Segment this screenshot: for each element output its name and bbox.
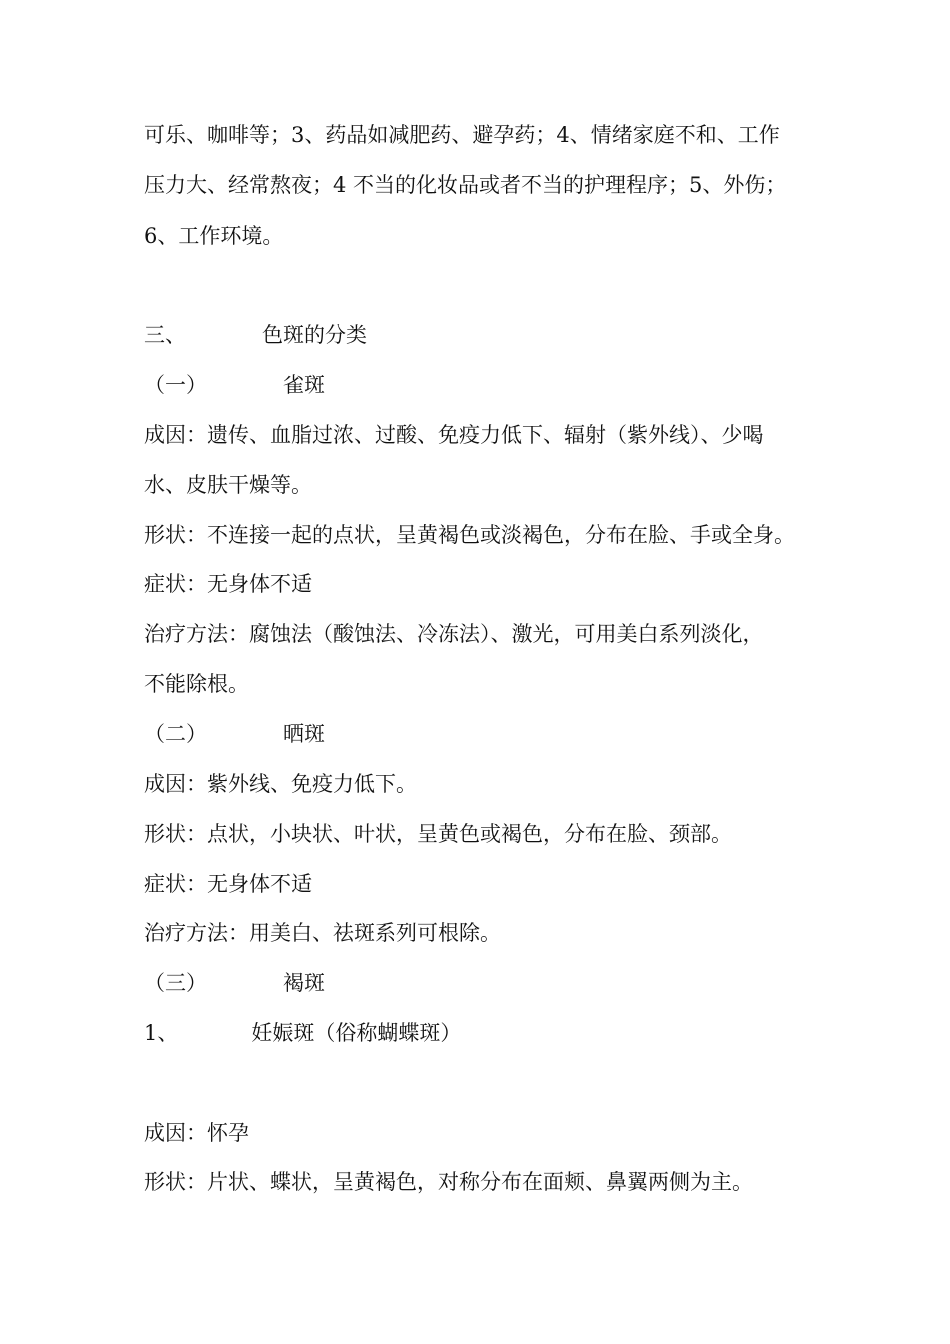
freckles-treatment-line-2: 不能除根。 — [144, 672, 249, 696]
subsection-heading-freckles — [144, 371, 325, 399]
subsection-heading-sunspots — [144, 720, 325, 748]
section-heading — [144, 321, 367, 349]
freckles-cause-line-1: 成因：遗传、血脂过浓、过酸、免疫力低下、辐射（紫外线）、少喝 — [144, 423, 764, 447]
sunspots-cause: 成因：紫外线、免疫力低下。 — [144, 772, 417, 796]
section-number: 三、 — [144, 323, 186, 347]
subsection-number: （二） — [144, 722, 207, 746]
subsection-number: （一） — [144, 373, 207, 397]
freckles-shape: 形状：不连接一起的点状，呈黄褐色或淡褐色，分布在脸、手或全身。 — [144, 523, 795, 547]
subsection-title: 褐斑 — [283, 971, 325, 995]
item-heading-pregnancy-spots — [144, 1019, 461, 1047]
item-title: 妊娠斑（俗称蝴蝶斑） — [251, 1021, 462, 1045]
freckles-treatment-line-1: 治疗方法：腐蚀法（酸蚀法、冷冻法）、激光，可用美白系列淡化， — [144, 622, 764, 646]
intro-line-3: 6、工作环境。 — [144, 224, 284, 248]
sunspots-symptom: 症状：无身体不适 — [144, 872, 312, 896]
intro-line-1: 可乐、咖啡等；3、药品如减肥药、避孕药；4、情绪家庭不和、工作 — [144, 123, 780, 147]
subsection-title: 雀斑 — [283, 373, 325, 397]
sunspots-treatment: 治疗方法：用美白、祛斑系列可根除。 — [144, 921, 501, 945]
subsection-title: 晒斑 — [283, 722, 325, 746]
pregnancy-spots-cause: 成因：怀孕 — [144, 1121, 249, 1145]
freckles-symptom: 症状：无身体不适 — [144, 572, 312, 596]
intro-line-2: 压力大、经常熬夜；4 不当的化妆品或者不当的护理程序；5、外伤； — [144, 173, 787, 197]
sunspots-shape: 形状：点状，小块状、叶状，呈黄色或褐色，分布在脸、颈部。 — [144, 822, 732, 846]
item-number: 1、 — [144, 1021, 179, 1045]
section-title: 色斑的分类 — [262, 323, 367, 347]
subsection-number: （三） — [144, 971, 207, 995]
freckles-cause-line-2: 水、皮肤干燥等。 — [144, 473, 312, 497]
subsection-heading-brown-spots — [144, 969, 325, 997]
pregnancy-spots-shape: 形状：片状、蝶状，呈黄褐色，对称分布在面颊、鼻翼两侧为主。 — [144, 1170, 753, 1194]
